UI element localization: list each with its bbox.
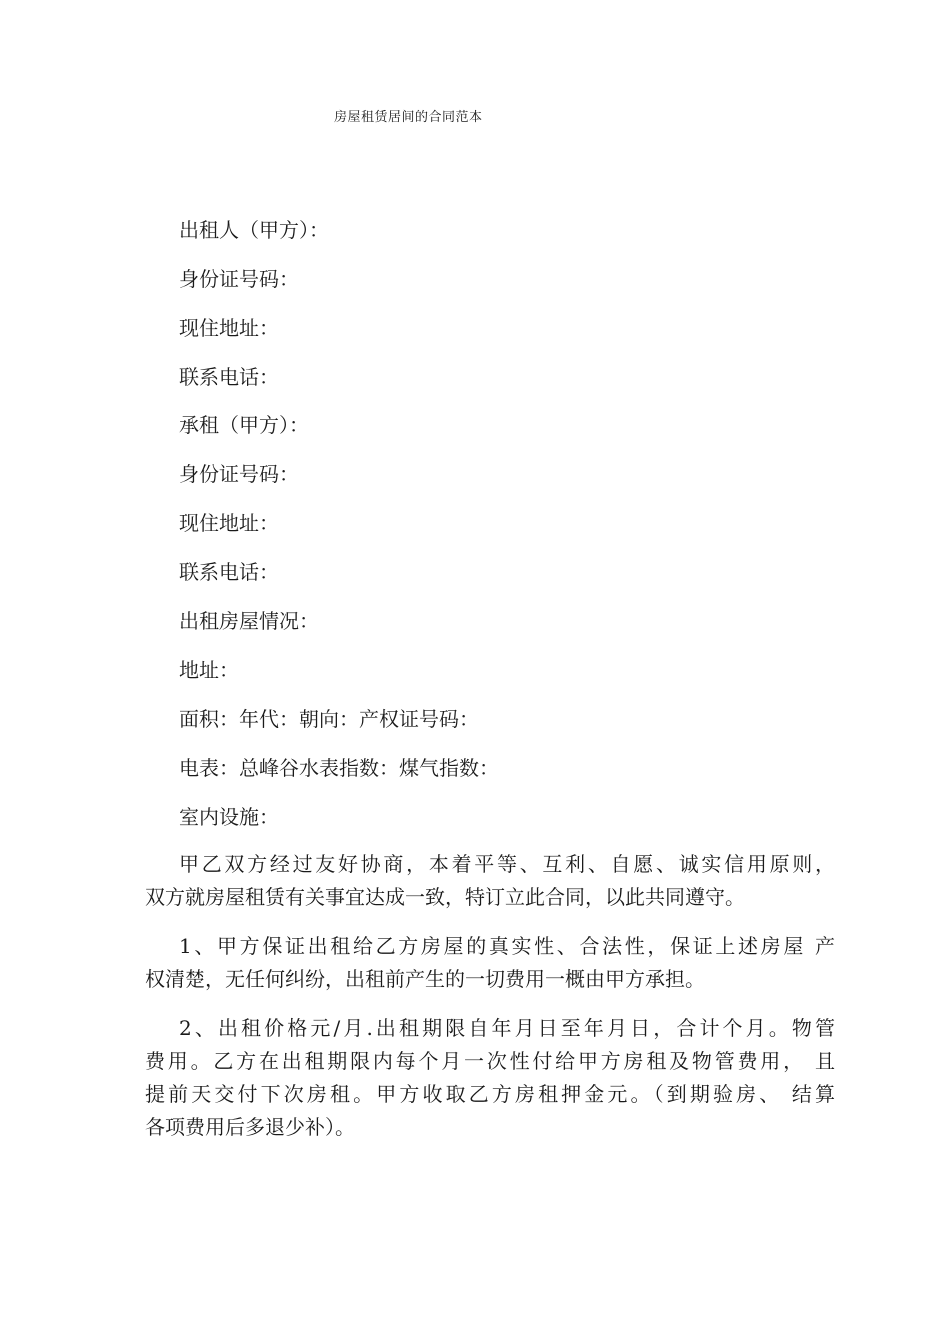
paragraph-line: 费用。乙方在出租期限内每个月一次性付给甲方房租及物管费用， 且 — [145, 1049, 835, 1073]
field-indoor-facilities: 室内设施： — [179, 805, 279, 829]
field-property-details: 面积：年代：朝向：产权证号码： — [179, 707, 479, 731]
field-lessor-phone: 联系电话： — [179, 365, 279, 389]
field-lessee-id-number: 身份证号码： — [179, 462, 299, 486]
paragraph-preamble — [145, 848, 835, 914]
field-lessor-address: 现住地址： — [179, 316, 279, 340]
field-property-info: 出租房屋情况： — [179, 609, 319, 633]
paragraph-clause-1 — [145, 930, 835, 996]
field-property-address: 地址： — [179, 658, 239, 682]
field-lessee-phone: 联系电话： — [179, 560, 279, 584]
field-lessee-address: 现住地址： — [179, 511, 279, 535]
paragraph-line: 提前天交付下次房租。甲方收取乙方房租押金元。（到期验房、 结算 — [145, 1082, 835, 1106]
paragraph-line: 权清楚，无任何纠纷，出租前产生的一切费用一概由甲方承担。 — [145, 967, 705, 991]
paragraph-clause-2 — [145, 1012, 835, 1144]
document-title: 房屋租赁居间的合同范本 — [334, 110, 483, 125]
paragraph-line: 各项费用后多退少补）。 — [145, 1115, 355, 1139]
paragraph-line: 甲乙双方经过友好协商，本着平等、互利、自愿、诚实信用原则， — [179, 852, 835, 876]
field-lessor-id-number: 身份证号码： — [179, 267, 299, 291]
paragraph-line: 1、甲方保证出租给乙方房屋的真实性、合法性，保证上述房屋 产 — [179, 934, 835, 958]
field-lessee: 承租（甲方）： — [179, 413, 309, 437]
paragraph-line: 双方就房屋租赁有关事宜达成一致，特订立此合同，以此共同遵守。 — [145, 885, 745, 909]
field-meter-readings: 电表：总峰谷水表指数：煤气指数： — [179, 756, 499, 780]
paragraph-line: 2、出租价格元/月.出租期限自年月日至年月日，合计个月。物管 — [179, 1016, 835, 1040]
field-lessor: 出租人（甲方）： — [179, 218, 329, 242]
